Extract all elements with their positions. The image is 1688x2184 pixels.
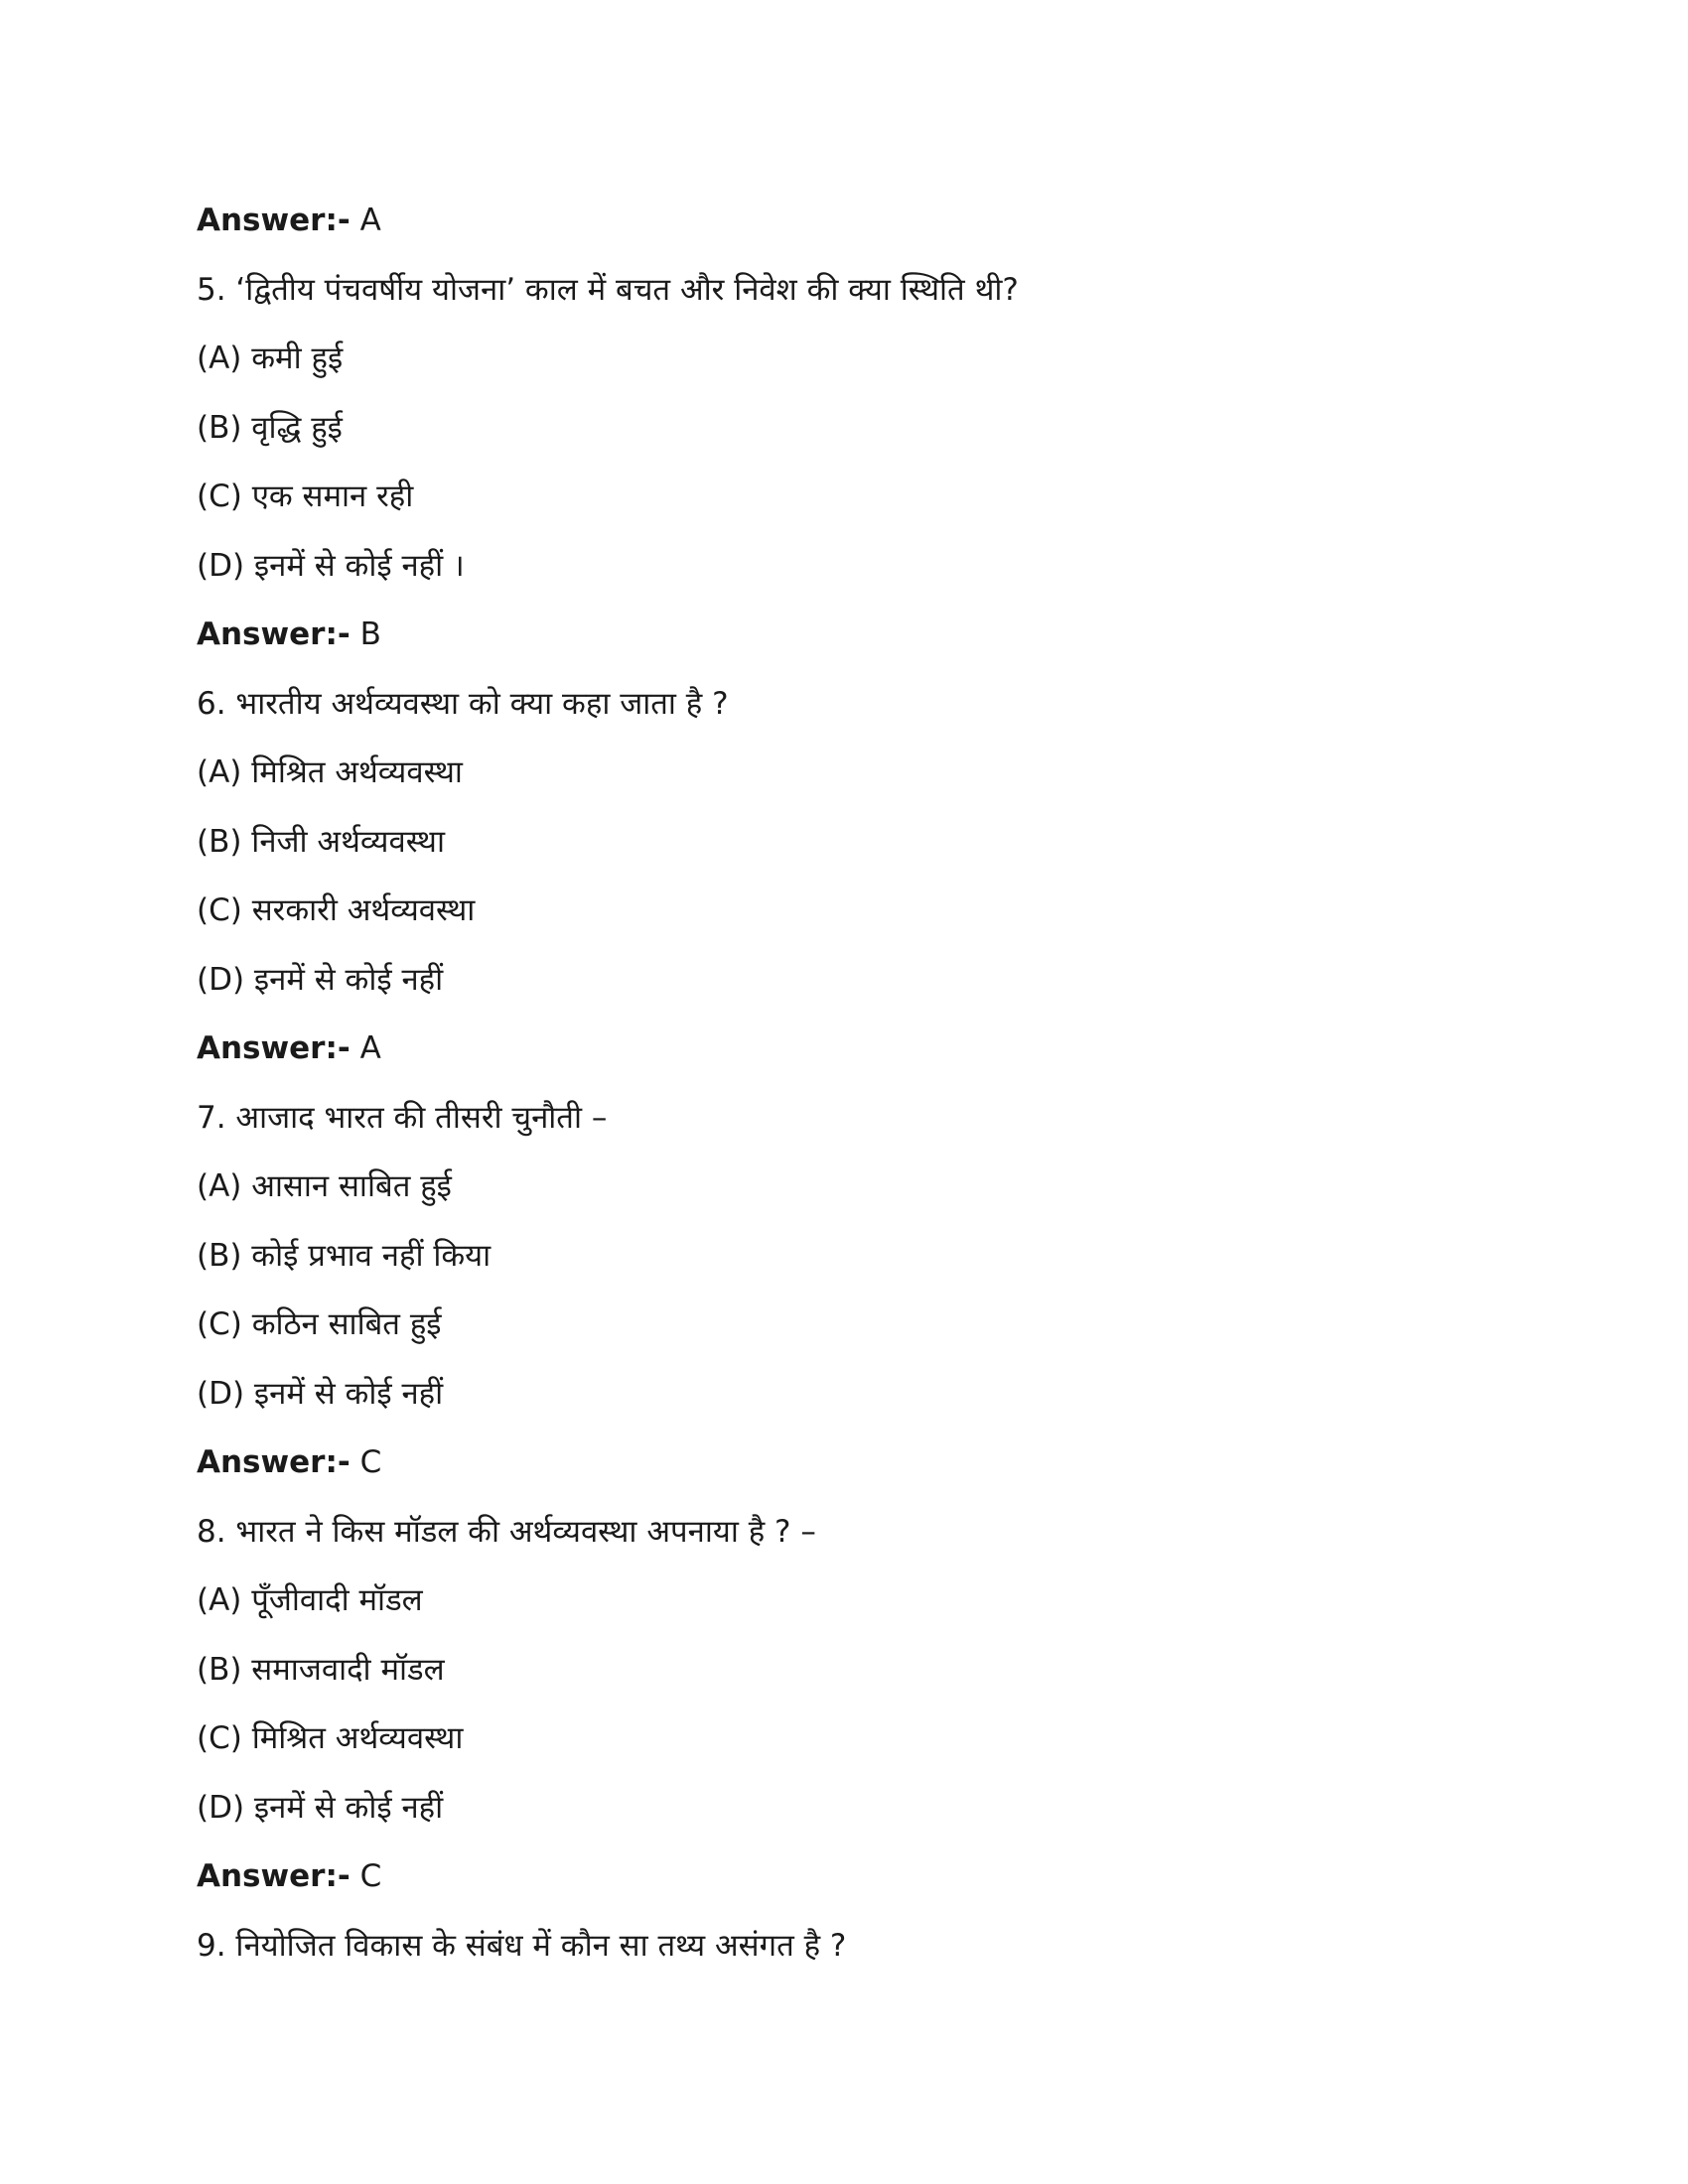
option-text: (D) इनमें से कोई नहीं [197,962,444,998]
option-text: (B) कोई प्रभाव नहीं किया [197,1238,492,1274]
question-text: 5. ‘द्वितीय पंचवर्षीय योजना’ काल में बचत और निवेश की क्या स्थिति थी? [197,272,1019,308]
option-text: (C) एक समान रही [197,478,414,514]
answer-label: Answer:- [197,616,351,652]
question-text: 6. भारतीय अर्थव्यवस्था को क्या कहा जाता है ? [197,686,729,722]
answer-label: Answer:- [197,1444,351,1480]
option-text: (C) कठिन साबित हुई [197,1306,442,1342]
option-text: (A) आसान साबित हुई [197,1168,452,1204]
answer-value: A [359,1030,381,1066]
question-text: 7. आजाद भारत की तीसरी चुनौती – [197,1100,608,1136]
option-text: (B) समाजवादी मॉडल [197,1652,445,1688]
option-text: (C) सरकारी अर्थव्यवस्था [197,892,476,928]
answer-value: C [359,1858,382,1894]
answer-line [197,1440,381,1484]
answer-line [197,199,381,242]
option-text: (D) इनमें से कोई नहीं [197,1376,444,1412]
answer-label: Answer:- [197,1858,351,1894]
answer-line [197,1026,381,1070]
option-text: (A) पूँजीवादी मॉडल [197,1582,423,1618]
option-text: (D) इनमें से कोई नहीं । [197,548,465,584]
question-text: 8. भारत ने किस मॉडल की अर्थव्यवस्था अपनाया है ? – [197,1514,816,1550]
option-text: (B) वृद्धि हुई [197,410,343,446]
answer-value: C [359,1444,382,1480]
answer-value: B [359,616,381,652]
option-text: (D) इनमें से कोई नहीं [197,1790,444,1826]
option-text: (A) कमी हुई [197,341,344,376]
option-text: (A) मिश्रित अर्थव्यवस्था [197,754,463,790]
answer-label: Answer:- [197,203,351,238]
option-text: (C) मिश्रित अर्थव्यवस्था [197,1720,464,1756]
answer-line [197,613,381,656]
answer-value: A [359,203,381,238]
answer-line [197,1854,381,1898]
option-text: (B) निजी अर्थव्यवस्था [197,824,446,860]
answer-label: Answer:- [197,1030,351,1066]
question-text: 9. नियोजित विकास के संबंध में कौन सा तथ्य असंगत है ? [197,1928,847,1964]
